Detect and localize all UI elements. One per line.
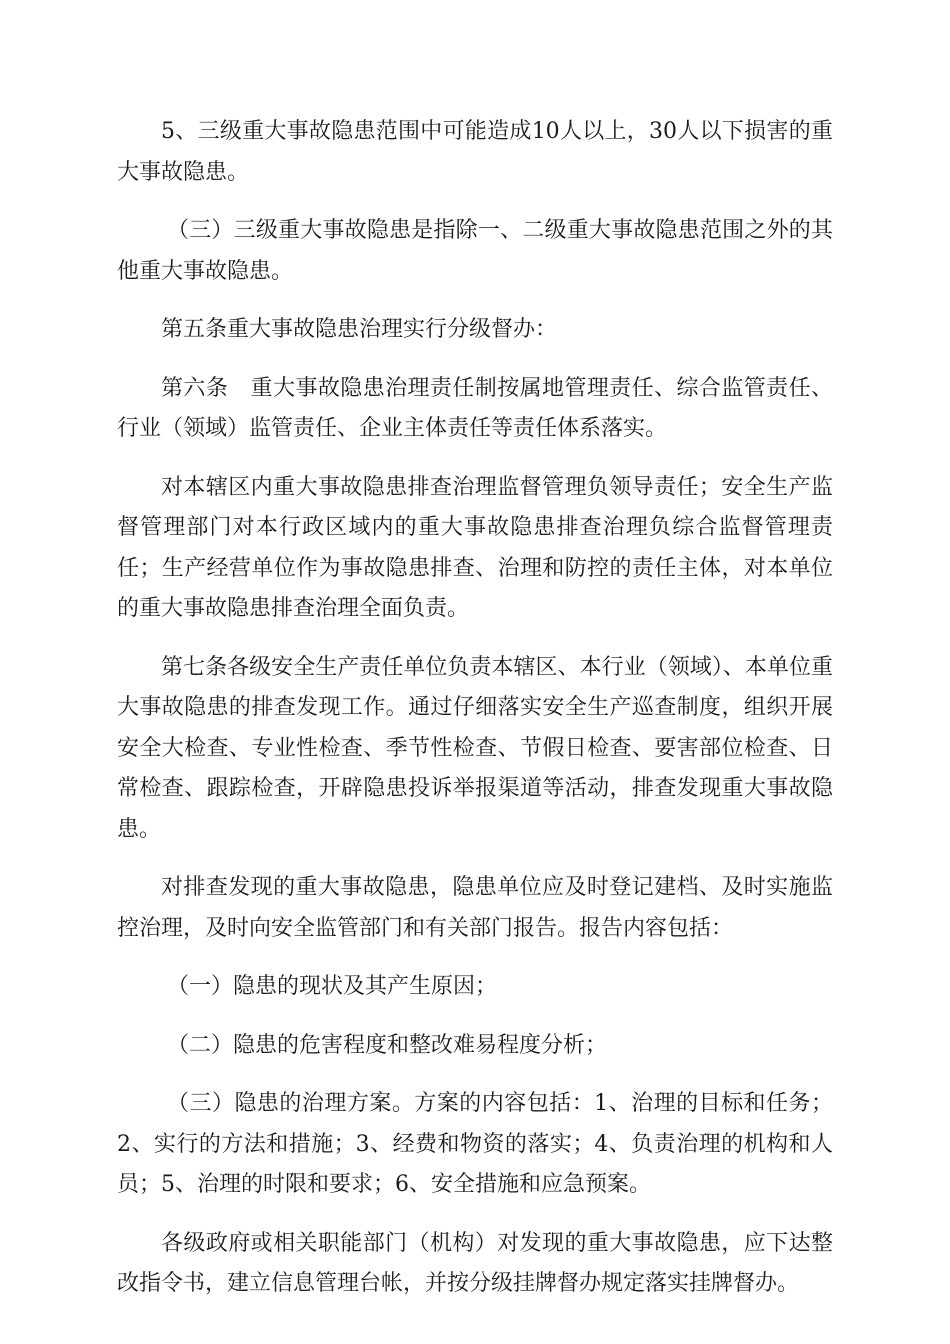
paragraph-report-item-1: （一）隐患的现状及其产生原因；: [167, 974, 498, 999]
paragraph-item-5-level-three: 5、三级重大事故隐患范围中可能造成10人以上，30人以下损害的重大事故隐患。: [117, 119, 833, 185]
paragraph-level-three-definition: （三）三级重大事故隐患是指除一、二级重大事故隐患范围之外的其他重大事故隐患。: [117, 218, 833, 284]
paragraph-article-5: 第五条重大事故隐患治理实行分级督办：: [161, 317, 558, 342]
paragraph-report-item-2: （二）隐患的危害程度和整改难易程度分析；: [167, 1032, 608, 1058]
paragraph-article-6: 第六条 重大事故隐患治理责任制按属地管理责任、综合监管责任、行业（领域）监管责任、企业主体责任等责任体系落实。: [117, 375, 833, 441]
paragraph-supervision: 各级政府或相关职能部门（机构）对发现的重大事故隐患，应下达整改指令书，建立信息管理台帐，并按分级挂牌督办规定落实挂牌督办。: [117, 1230, 833, 1296]
paragraph-responsibility: 对本辖区内重大事故隐患排查治理监督管理负领导责任；安全生产监督管理部门对本行政区域内的重大事故隐患排查治理负综合监督管理责任；生产经营单位作为事故隐患排查、治理和防控的责任主体，对本单位的重大事故隐患排查治理全面负责。: [117, 474, 833, 621]
paragraph-report-item-3: （三）隐患的治理方案。方案的内容包括：1、治理的目标和任务；2、实行的方法和措施；3、经费和物资的落实；4、负责治理的机构和人员；5、治理的时限和要求；6、安全措施和应急预案。: [117, 1091, 833, 1197]
document-page: [117, 112, 833, 1323]
paragraph-article-7: 第七条各级安全生产责任单位负责本辖区、本行业（领域）、本单位重大事故隐患的排查发现工作。通过仔细落实安全生产巡查制度，组织开展安全大检查、专业性检查、季节性检查、节假日检查、要害部位检查、日常检查、跟踪检查，开辟隐患投诉举报渠道等活动，排查发现重大事故隐患。: [117, 654, 833, 842]
paragraph-reporting: 对排查发现的重大事故隐患，隐患单位应及时登记建档、及时实施监控治理，及时向安全监管部门和有关部门报告。报告内容包括：: [117, 875, 833, 941]
